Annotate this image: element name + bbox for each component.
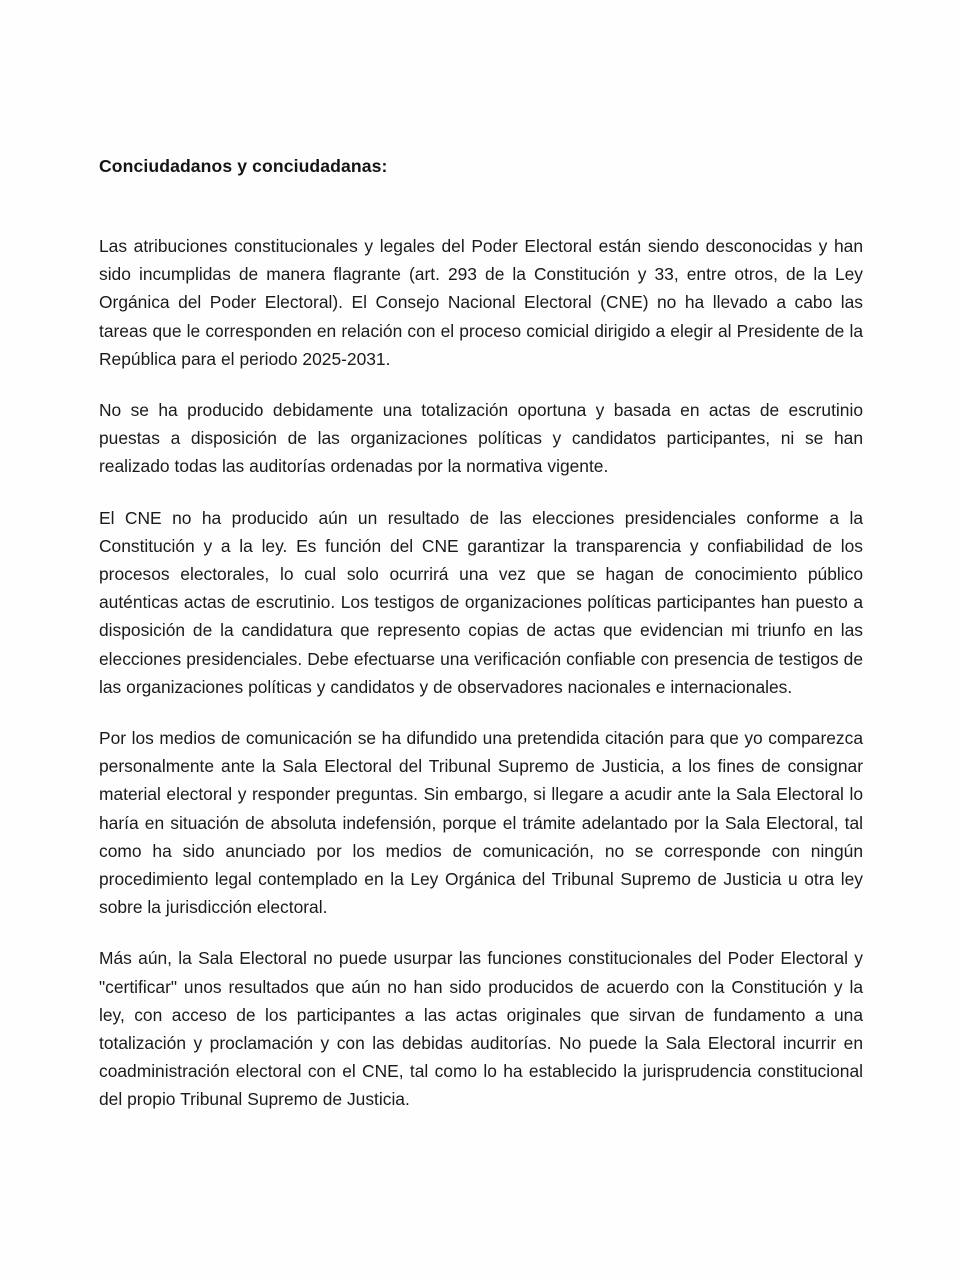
paragraph-3: El CNE no ha producido aún un resultado de las elecciones presidenciales conforme a la Constitución y a la ley. Es función del CNE garantizar la transparencia y confiabilidad de los procesos electorales, lo cual solo ocurrirá una vez que se hagan de conocimiento público auténticas actas de escrutinio. Los testigos de organizaciones políticas participantes han puesto a disposición de la candidatura que represento copias de actas que evidencian mi triunfo en las elecciones presidenciales. Debe efectuarse una verificación confiable con presencia de testigos de las organizaciones políticas y candidatos y de observadores nacionales e internacionales.: [99, 507, 863, 697]
salutation-heading: Conciudadanos y conciudadanas:: [99, 156, 388, 176]
paragraph-5: Más aún, la Sala Electoral no puede usurpar las funciones constitucionales del Poder Electoral y "certificar" unos resultados que aún no han sido producidos de acuerdo con la Constitución y la ley, con acceso de los participantes a las actas originales que sirvan de fundamento a una totalización y proclamación y con las debidas auditorías. No puede la Sala Electoral incurrir en coadministración electoral con el CNE, tal como lo ha establecido la jurisprudencia constitucional del propio Tribunal Supremo de Justicia.: [99, 948, 863, 1110]
document-body: [99, 152, 863, 1114]
paragraph-1: Las atribuciones constitucionales y legales del Poder Electoral están siendo desconocidas y han sido incumplidas de manera flagrante (art. 293 de la Constitución y 33, entre otros, de la Ley Orgánica del Poder Electoral). El Consejo Nacional Electoral (CNE) no ha llevado a cabo las tareas que le corresponden en relación con el proceso comicial dirigido a elegir al Presidente de la República para el periodo 2025-2031.: [99, 236, 863, 369]
paragraph-4: Por los medios de comunicación se ha difundido una pretendida citación para que yo comparezca personalmente ante la Sala Electoral del Tribunal Supremo de Justicia, a los fines de consignar material electoral y responder preguntas. Sin embargo, si llegare a acudir ante la Sala Electoral lo haría en situación de absoluta indefensión, porque el trámite adelantado por la Sala Electoral, tal como ha sido anunciado por los medios de comunicación, no se corresponde con ningún procedimiento legal contemplado en la Ley Orgánica del Tribunal Supremo de Justicia u otra ley sobre la jurisdicción electoral.: [99, 728, 863, 918]
paragraph-2: No se ha producido debidamente una totalización oportuna y basada en actas de escrutinio puestas a disposición de las organizaciones políticas y candidatos participantes, ni se han realizado todas las auditorías ordenadas por la normativa vigente.: [99, 400, 863, 477]
